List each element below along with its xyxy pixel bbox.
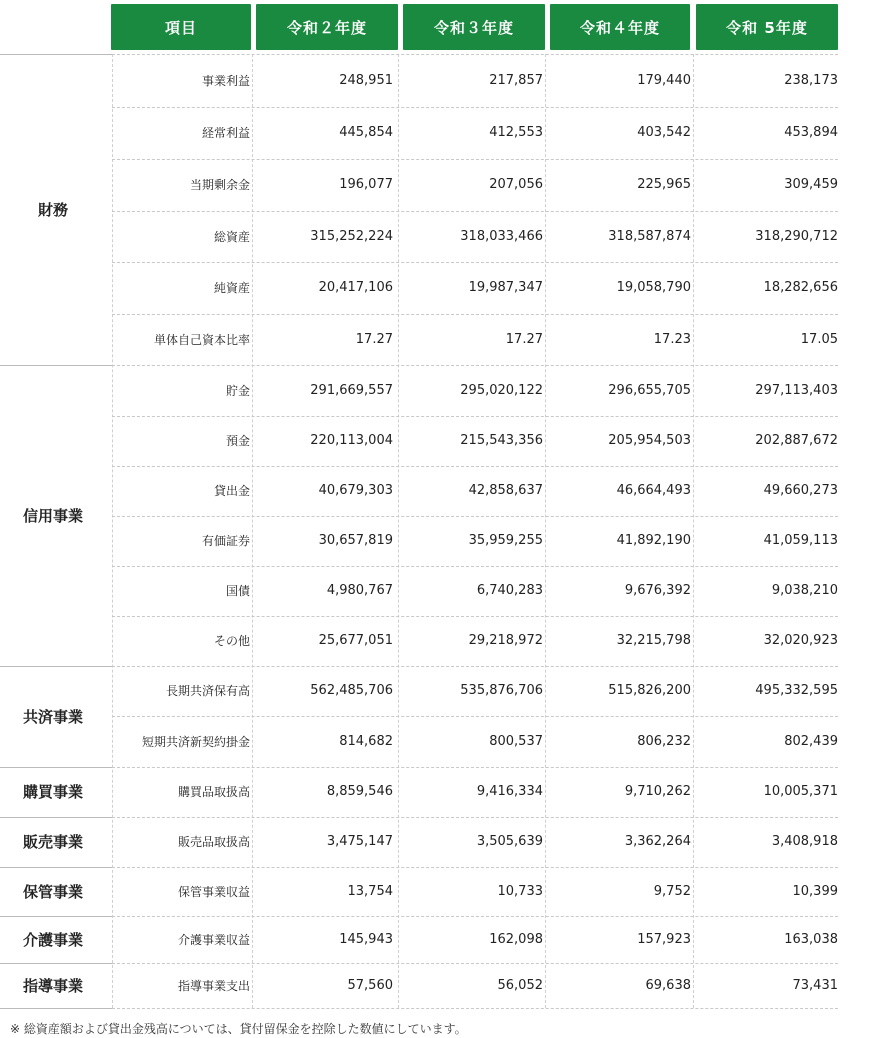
group-divider xyxy=(0,817,112,818)
table-cell: 238,173 xyxy=(784,72,838,88)
row-divider xyxy=(112,466,838,467)
header-year-r5: 令和 5年度 xyxy=(696,4,838,50)
row-divider xyxy=(112,963,838,964)
table-cell: 9,710,262 xyxy=(624,784,691,799)
row-divider xyxy=(112,314,838,315)
category-shido: 指導事業 xyxy=(22,976,83,995)
table-cell: 29,218,972 xyxy=(468,633,543,648)
table-cell: 291,669,557 xyxy=(310,382,393,398)
table-cell: 495,332,595 xyxy=(755,683,838,698)
row-divider xyxy=(112,916,838,917)
category-kaigo: 介護事業 xyxy=(22,930,83,949)
row-label: 純資産 xyxy=(213,281,250,295)
table-cell: 8,859,546 xyxy=(326,784,393,799)
header-year-r3: 令和３年度 xyxy=(403,4,545,50)
table-cell: 9,416,334 xyxy=(476,784,543,799)
table-cell: 9,038,210 xyxy=(771,583,838,598)
table-cell: 403,542 xyxy=(637,125,691,140)
table-cell: 41,892,190 xyxy=(616,533,691,548)
header-year-r4: 令和４年度 xyxy=(550,4,690,50)
table-cell: 18,282,656 xyxy=(763,280,838,295)
row-label: 貸出金 xyxy=(213,484,250,498)
row-divider xyxy=(112,365,838,366)
row-label: 当期剰余金 xyxy=(189,178,250,192)
table-cell: 20,417,106 xyxy=(318,280,393,295)
table-cell: 220,113,004 xyxy=(310,433,393,448)
group-divider xyxy=(0,365,112,366)
row-label: 長期共済保有高 xyxy=(165,684,250,698)
table-cell: 10,399 xyxy=(792,883,838,899)
row-divider xyxy=(112,107,838,108)
row-divider xyxy=(112,566,838,567)
table-cell: 215,543,356 xyxy=(460,433,543,448)
table-cell: 800,537 xyxy=(489,733,543,749)
table-cell: 297,113,403 xyxy=(755,382,838,398)
column-divider xyxy=(398,54,399,1008)
table-cell: 6,740,283 xyxy=(476,583,543,598)
table-cell: 515,826,200 xyxy=(608,683,691,698)
row-label: 総資産 xyxy=(213,229,250,244)
table-cell: 9,676,392 xyxy=(624,583,691,598)
row-divider xyxy=(112,767,838,768)
table-cell: 295,020,122 xyxy=(460,382,543,398)
table-cell: 205,954,503 xyxy=(608,433,691,448)
table-cell: 248,951 xyxy=(339,72,393,88)
table-cell: 162,098 xyxy=(489,931,543,947)
table-cell: 19,987,347 xyxy=(468,280,543,295)
row-divider xyxy=(112,262,838,263)
table-cell: 806,232 xyxy=(637,733,691,749)
table-cell: 453,894 xyxy=(784,125,838,140)
group-divider xyxy=(0,916,112,917)
table-cell: 217,857 xyxy=(489,72,543,88)
row-divider xyxy=(112,159,838,160)
table-cell: 32,215,798 xyxy=(616,633,691,648)
footnote: ※ 総資産額および貸出金残高については、貸付留保金を控除した数値にしています。 xyxy=(10,1022,467,1036)
table-cell: 13,754 xyxy=(347,883,393,899)
category-kobai: 購買事業 xyxy=(22,783,83,801)
table-cell: 40,679,303 xyxy=(318,483,393,498)
table-cell: 412,553 xyxy=(489,125,543,140)
table-cell: 562,485,706 xyxy=(310,683,393,698)
row-label: 介護事業収益 xyxy=(177,932,250,947)
group-divider xyxy=(0,54,112,55)
table-cell: 56,052 xyxy=(497,977,543,993)
table-cell: 69,638 xyxy=(645,977,691,993)
row-divider xyxy=(112,416,838,417)
table-cell: 19,058,790 xyxy=(616,280,691,295)
table-cell: 309,459 xyxy=(784,177,838,192)
group-divider xyxy=(0,963,112,964)
table-cell: 41,059,113 xyxy=(763,533,838,548)
row-label: 指導事業支出 xyxy=(177,978,250,993)
table-cell: 157,923 xyxy=(637,931,691,947)
table-cell: 32,020,923 xyxy=(763,633,838,648)
table-cell: 17.27 xyxy=(505,331,543,347)
group-divider xyxy=(0,666,112,667)
header-item: 項目 xyxy=(111,4,251,50)
column-divider xyxy=(112,54,113,1008)
column-divider xyxy=(545,54,546,1008)
row-label: 経常利益 xyxy=(201,126,250,140)
category-shinyo: 信用事業 xyxy=(22,506,83,525)
row-divider xyxy=(112,516,838,517)
table-cell: 10,005,371 xyxy=(763,784,838,799)
table-cell: 4,980,767 xyxy=(326,583,393,598)
row-label: 販売品取扱高 xyxy=(177,835,250,849)
row-divider xyxy=(112,54,838,55)
table-cell: 315,252,224 xyxy=(310,228,393,244)
row-divider xyxy=(112,716,838,717)
row-divider xyxy=(112,616,838,617)
table-cell: 3,505,639 xyxy=(476,834,543,849)
table-cell: 318,033,466 xyxy=(460,228,543,244)
group-divider xyxy=(0,867,112,868)
table-cell: 3,475,147 xyxy=(326,834,393,849)
table-cell: 35,959,255 xyxy=(468,533,543,548)
table-cell: 17.05 xyxy=(800,331,838,347)
category-zaimu: 財務 xyxy=(37,200,68,219)
column-divider xyxy=(252,54,253,1008)
row-divider xyxy=(112,817,838,818)
table-cell: 10,733 xyxy=(497,883,543,899)
table-cell: 17.23 xyxy=(653,331,691,347)
table-cell: 196,077 xyxy=(339,177,393,192)
row-label: 国債 xyxy=(225,584,250,598)
category-hokan: 保管事業 xyxy=(22,882,83,901)
table-cell: 57,560 xyxy=(347,977,393,993)
table-cell: 3,362,264 xyxy=(624,834,691,849)
table-cell: 814,682 xyxy=(339,733,393,749)
table-cell: 3,408,918 xyxy=(771,834,838,849)
row-divider xyxy=(112,1008,838,1009)
header-year-r2: 令和２年度 xyxy=(256,4,398,50)
table-cell: 46,664,493 xyxy=(616,483,691,498)
table-cell: 49,660,273 xyxy=(763,483,838,498)
table-cell: 202,887,672 xyxy=(755,433,838,448)
table-cell: 318,290,712 xyxy=(755,228,838,244)
table-cell: 318,587,874 xyxy=(608,228,691,244)
table-cell: 42,858,637 xyxy=(468,483,543,498)
table-cell: 179,440 xyxy=(637,72,691,88)
category-kyosai: 共済事業 xyxy=(22,707,83,726)
row-divider xyxy=(112,666,838,667)
row-label: 単体自己資本比率 xyxy=(153,332,250,347)
row-label: 購買品取扱高 xyxy=(177,785,250,799)
category-hanbai: 販売事業 xyxy=(22,833,83,851)
row-label: その他 xyxy=(213,634,250,648)
table-cell: 163,038 xyxy=(784,931,838,947)
row-label: 事業利益 xyxy=(201,73,250,88)
table-cell: 225,965 xyxy=(637,177,691,192)
row-label: 有価証券 xyxy=(201,534,250,548)
table-cell: 802,439 xyxy=(784,733,838,749)
table-cell: 30,657,819 xyxy=(318,533,393,548)
row-divider xyxy=(112,867,838,868)
table-cell: 73,431 xyxy=(792,977,838,993)
row-label: 短期共済新契約掛金 xyxy=(141,734,250,749)
table-cell: 145,943 xyxy=(339,931,393,947)
table-cell: 445,854 xyxy=(339,125,393,140)
row-label: 貯金 xyxy=(225,383,250,398)
group-divider xyxy=(0,1008,112,1009)
table-cell: 9,752 xyxy=(653,883,691,899)
table-cell: 296,655,705 xyxy=(608,382,691,398)
row-label: 預金 xyxy=(225,434,250,448)
row-label: 保管事業収益 xyxy=(177,884,250,899)
table-cell: 535,876,706 xyxy=(460,683,543,698)
table-cell: 25,677,051 xyxy=(318,633,393,648)
column-divider xyxy=(693,54,694,1008)
table-cell: 17.27 xyxy=(355,331,393,347)
row-divider xyxy=(112,211,838,212)
table-cell: 207,056 xyxy=(489,177,543,192)
group-divider xyxy=(0,767,112,768)
